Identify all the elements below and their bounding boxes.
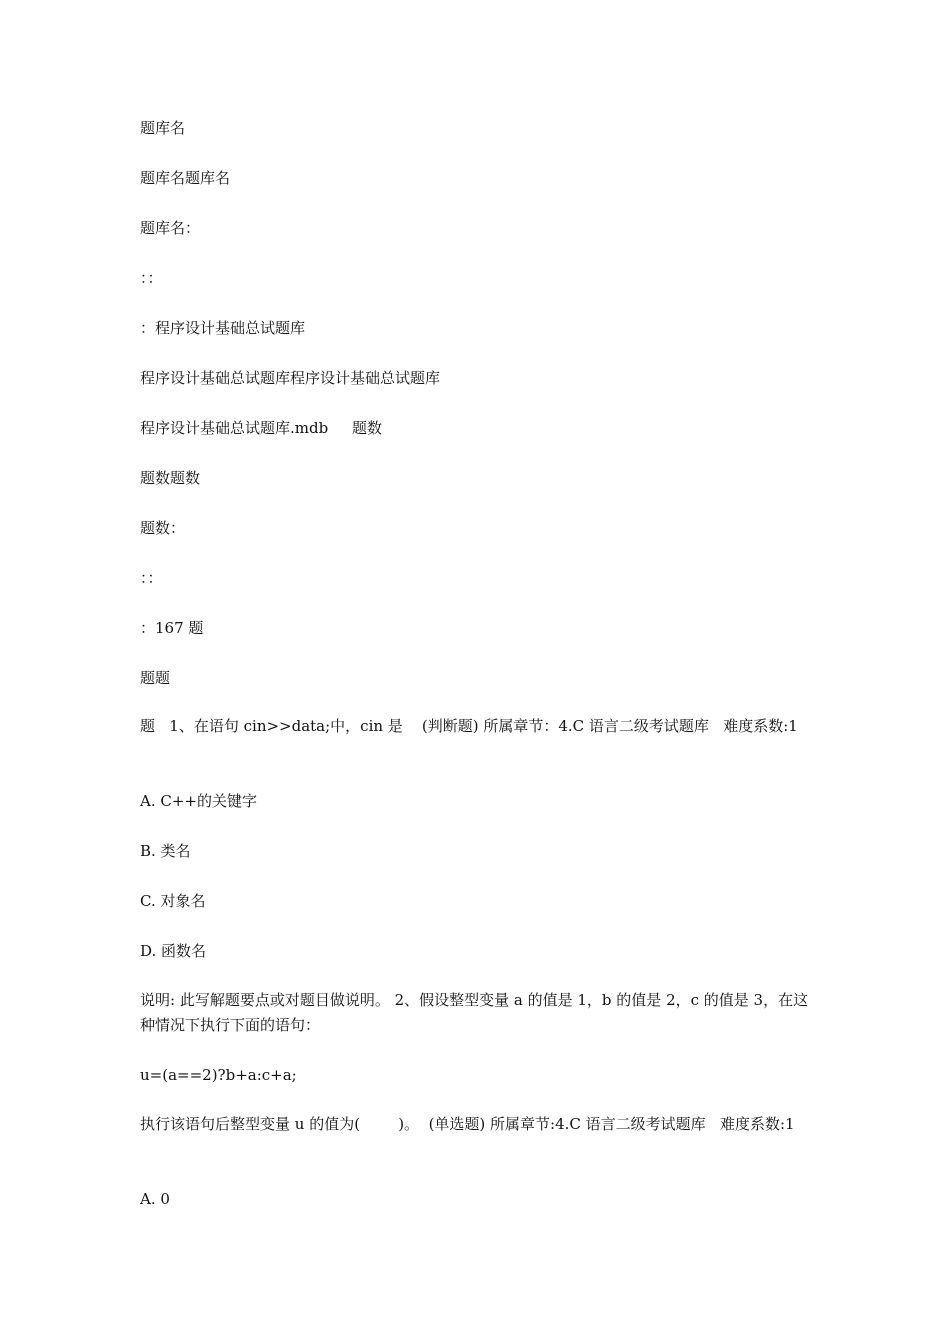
line-question-count-repeat: 题数题数 — [140, 469, 201, 487]
line-bank-title: ：程序设计基础总试题库 — [140, 319, 306, 337]
line-question-count-value: ：167 题 — [140, 619, 204, 637]
line-bank-file: 程序设计基础总试题库.mdb 题数 — [140, 419, 383, 437]
line-question-count-label: 题数： — [140, 519, 186, 537]
line-question-bank-name-label: 题库名： — [140, 219, 201, 237]
line-question-bank-name: 题库名 — [140, 119, 186, 137]
question-2-stem: 说明: 此写解题要点或对题目做说明。 2、假设整型变量 a 的值是 1，b 的值是 2，c 的值是 3，在这种情况下执行下面的语句： — [140, 991, 809, 1034]
question-2-prompt: 执行该语句后整型变量 u 的值为( )。 (单选题) 所属章节:4.C 语言二级考试题库 难度系数:1 — [140, 1115, 795, 1133]
question-1-option-a: A. C++的关键字 — [140, 792, 257, 810]
line-bank-title-repeat: 程序设计基础总试题库程序设计基础总试题库 — [140, 369, 441, 387]
line-question-heading: 题题 — [140, 669, 171, 687]
line-colons: ：： — [140, 269, 163, 287]
question-1-option-d: D. 函数名 — [140, 942, 207, 960]
question-1-stem: 题 1、在语句 cin>>data;中，cin 是 (判断题) 所属章节：4.C 语言二级考试题库 难度系数:1 — [140, 717, 798, 735]
question-1-option-b: B. 类名 — [140, 842, 191, 860]
question-1-option-c: C. 对象名 — [140, 892, 206, 910]
line-question-bank-name-repeat: 题库名题库名 — [140, 169, 231, 187]
question-2-code: u=(a==2)?b+a:c+a; — [140, 1066, 297, 1084]
question-2-option-a: A. 0 — [140, 1190, 170, 1208]
line-colons-2: ：： — [140, 569, 163, 587]
